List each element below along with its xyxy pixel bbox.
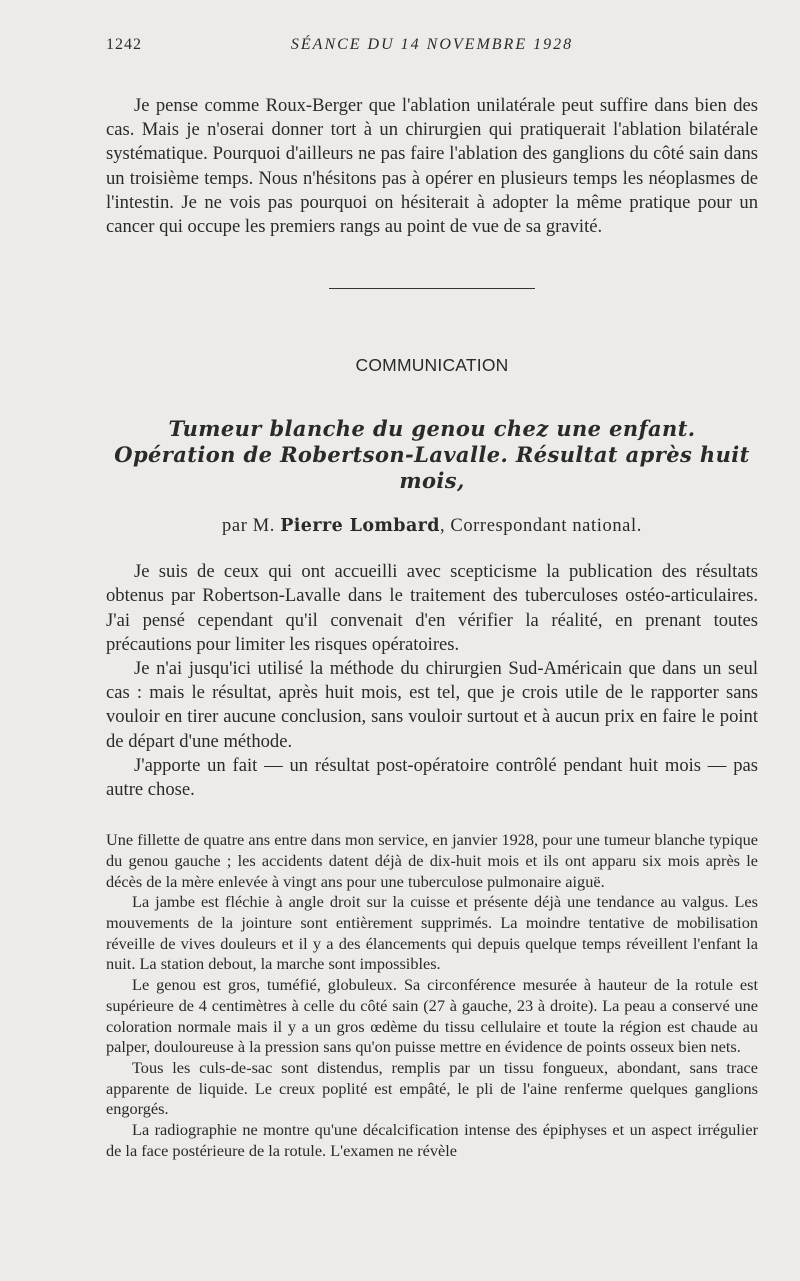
case-paragraph-5: La radiographie ne montre qu'une décalcification intense des épiphyses et un aspect irrégulier de la face postérieure de la rotule. L'examen ne révèle [106,1120,758,1160]
article-title-line-2: Opération de Robertson-Lavalle. Résultat après huit mois, [114,442,750,494]
main-paragraph-2: Je n'ai jusqu'ici utilisé la méthode du chirurgien Sud-Américain que dans un seul cas : mais le résultat, après huit mois, est tel, que je crois utile de le rapporter sans vouloir en tirer aucune conclusion, sans vouloir surtout et à aucun prix en faire le point de départ d'une méthode. [106,658,758,752]
section-divider [329,288,535,289]
case-report [106,830,758,1161]
case-paragraph-1: Une fillette de quatre ans entre dans mon service, en janvier 1928, pour une tumeur blanche typique du genou gauche ; les accidents datent déjà de dix-huit mois et ils ont apparu six mois après le décès de la mère enlevée à vingt ans pour une tuberculose pulmonaire aiguë. [106,830,758,891]
main-paragraph-3: J'apporte un fait — un résultat post-opératoire contrôlé pendant huit mois — pas autre chose. [106,754,758,801]
byline-prefix: par M. [222,516,275,537]
page-number: 1242 [106,36,142,53]
running-header [106,32,758,58]
article-title-line-1: Tumeur blanche du genou chez une enfant. [168,416,696,442]
author-name: Pierre Lombard [280,516,440,537]
byline [106,516,758,537]
main-paragraph-1: Je suis de ceux qui ont accueilli avec scepticisme la publication des résultats obtenus par Robertson-Lavalle dans le traitement des tuberculoses ostéo-articulaires. J'ai pensé cependant qu'il convenait d'en vérifier la réalité, en prenant toutes précautions pour limiter les risques opératoires. [106,561,758,655]
running-title: SÉANCE DU 14 NOVEMBRE 1928 [290,36,574,53]
section-heading: COMMUNICATION [355,355,509,376]
intro-paragraph: Je pense comme Roux-Berger que l'ablation unilatérale peut suffire dans bien des cas. Mais je n'oserai donner tort à un chirurgien qui pratiquerait l'ablation bilatérale systématique. Pourquoi d'ailleurs ne pas faire l'ablation des ganglions du côté sain dans un troisième temps. Nous n'hésitons pas à opérer en plusieurs temps les néoplasmes de l'intestin. Je ne vois pas pourquoi on hésiterait à adopter la même pratique pour un cancer qui occupe les premiers rangs au point de vue de sa gravité. [106,95,758,238]
byline-suffix: , Correspondant national. [439,516,642,537]
article-title [106,416,758,494]
case-paragraph-4: Tous les culs-de-sac sont distendus, remplis par un tissu fongueux, abondant, sans trace apparente de liquide. Le creux poplité est empâté, le pli de l'aine renferme quelques ganglions engorgés. [106,1057,758,1119]
case-paragraph-2: La jambe est fléchie à angle droit sur la cuisse et présente déjà une tendance au valgus. Les mouvements de la jointure sont entièrement supprimés. La moindre tentative de mobilisation réveille de vives douleurs et il y a des élancements qui depuis quelque temps réveillent l'enfant la nuit. La station debout, la marche sont impossibles. [106,892,758,974]
main-text [106,560,758,802]
case-paragraph-3: Le genou est gros, tuméfié, globuleux. Sa circonférence mesurée à hauteur de la rotule est supérieure de 4 centimètres à celle du côté sain (27 à gauche, 23 à droite). La peau a conservé une coloration normale mais il y a un gros œdème du tissu cellulaire et toute la région est chaude au palper, douloureuse à la pression sans qu'on puisse mettre en évidence de points osseux bien nets. [106,975,758,1057]
